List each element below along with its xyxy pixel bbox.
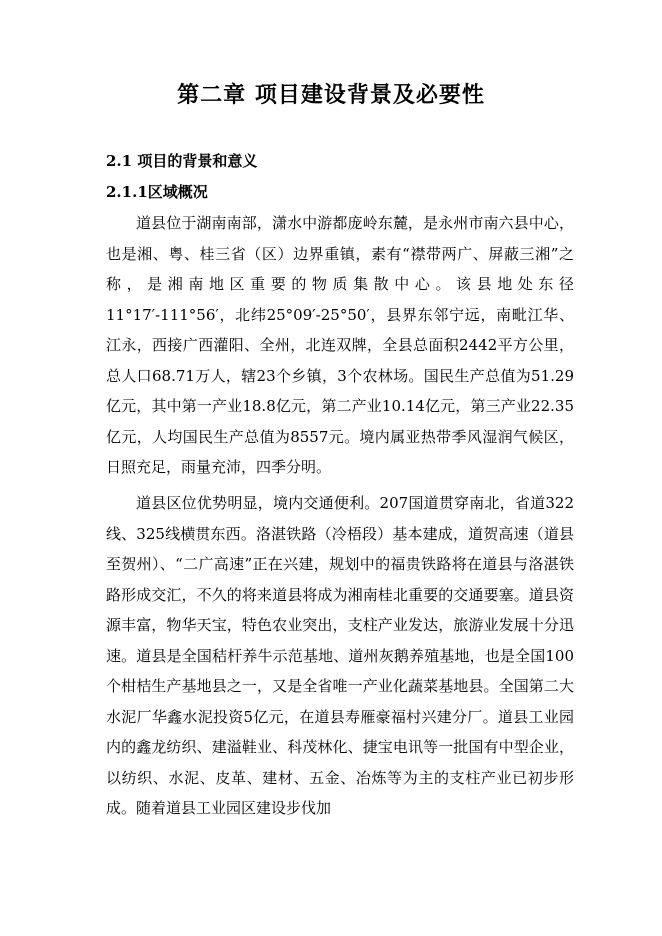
paragraph-region-overview: 道县位于湖南南部，潇水中游都庞岭东麓，是永州市南六县中心，也是湘、粤、桂三省（区）边界重镇，素有“襟带两广、屏蔽三湘”之称，是湘南地区重要的物质集散中心。该县地处东径11°17′-111°56′，北纬25°09′-25°50′，县界东邻宁远，南毗江华、江永，西接广西灌阳、全州，北连双牌，全县总面积2442平方公里，总人口68.71万人，辖23个乡镇，3个农林场。国民生产总值为51.29亿元，其中第一产业18.8亿元，第二产业10.14亿元，第三产业22.35亿元，人均国民生产总值为8557元。境内属亚热带季风湿润气候区，日照充足，雨量充沛，四季分明。 <box>106 214 574 476</box>
paragraph-location-advantages: 道县区位优势明显，境内交通便利。207国道贯穿南北，省道322线、325线横贯东西。洛湛铁路（冷梧段）基本建成，道贺高速（道县至贺州）、“二广高速”正在兴建，规划中的福贵铁路将在道县与洛湛铁路形成交汇，不久的将来道县将成为湘南桂北重要的交通要塞。道县资源丰富，物华天宝，特色农业突出，支柱产业发达，旅游业发展十分迅速。道县是全国秸杆养牛示范基地、道州灰鹅养殖基地，也是全国100个柑桔生产基地县之一，又是全省唯一产业化蔬菜基地县。全国第二大水泥厂华鑫水泥投资5亿元，在道县寿雁豪福村兴建分厂。道县工业园内的鑫龙纺织、建溢鞋业、科茂林化、捷宝电讯等一批国有中型企业，以纺织、水泥、皮革、建材、五金、冶炼等为主的支柱产业已初步形成。随着道县工业园区建设步伐加 <box>106 494 574 817</box>
section-heading: 2.1 项目的背景和意义 <box>106 152 258 170</box>
chapter-title: 第二章 项目建设背景及必要性 <box>177 82 485 108</box>
subsection-heading: 2.1.1区域概况 <box>106 183 208 201</box>
